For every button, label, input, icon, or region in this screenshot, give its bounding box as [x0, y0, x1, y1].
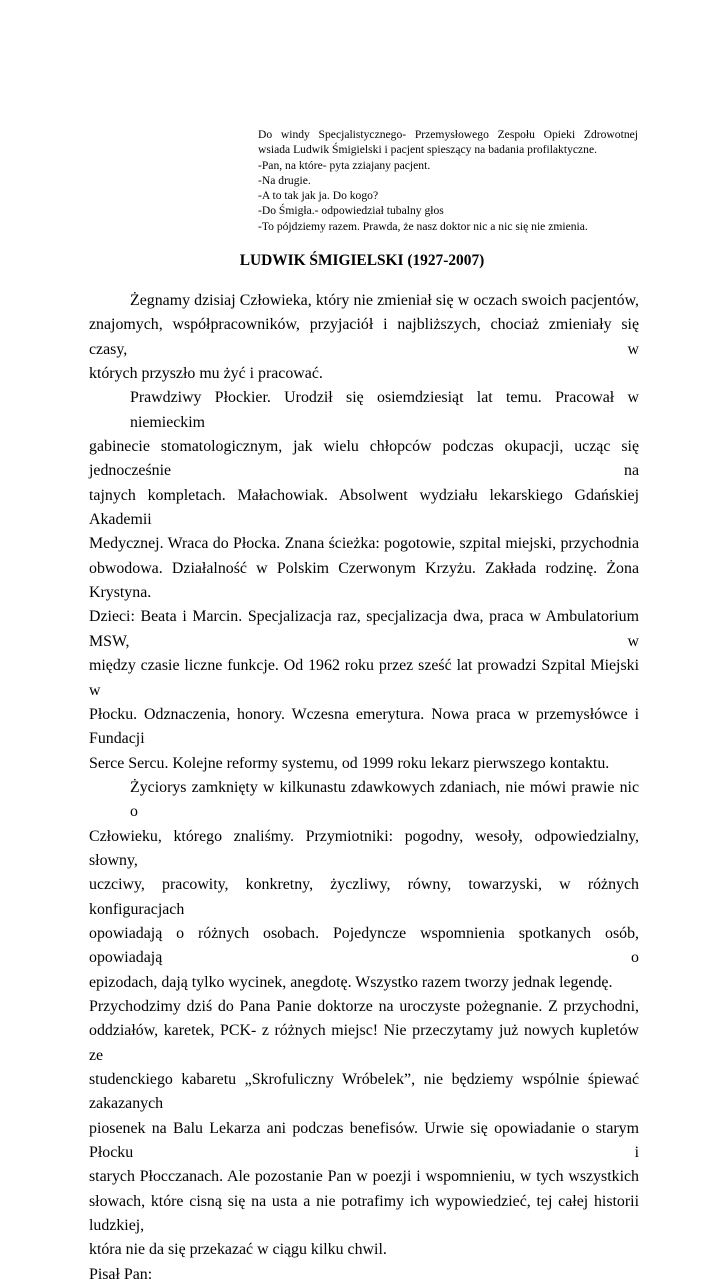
- body-line: starych Płocczanach. Ale pozostanie Pan w poezji i wspomnieniu, w tych wszystkich: [89, 1168, 639, 1186]
- epigraph-block: [258, 127, 638, 234]
- body-line: obwodowa. Działalność w Polskim Czerwonym Krzyżu. Zakłada rodzinę. Żona Krystyna.: [89, 559, 639, 602]
- body-line: Człowieku, którego znaliśmy. Przymiotniki: pogodny, wesoły, odpowiedzialny, słowny,: [89, 827, 639, 869]
- body-line: opowiadają o różnych osobach. Pojedyncze wspomnienia spotkanych osób, opowiadają o: [89, 924, 639, 967]
- body-text: [89, 289, 639, 1287]
- body-line: słowach, które cisną się na usta a nie potrafimy ich wypowiedzieć, tej całej historii ludzkiej,: [89, 1192, 639, 1235]
- body-line: Serce Sercu. Kolejne reformy systemu, od 1999 roku lekarz pierwszego kontaktu.: [89, 754, 610, 772]
- body-line: Prawdziwy Płockier. Urodził się osiemdziesiąt lat temu. Pracował w niemieckim: [130, 389, 639, 431]
- epigraph-line: -Pan, na które- pyta zziajany pacjent.: [258, 158, 431, 172]
- body-line: Medycznej. Wraca do Płocka. Znana ścieżka: pogotowie, szpital miejski, przychodnia: [89, 535, 639, 553]
- body-line: piosenek na Balu Lekarza ani podczas benefisów. Urwie się opowiadanie o starym Płocku i: [89, 1119, 639, 1162]
- body-line: Pisał Pan:: [89, 1265, 153, 1283]
- body-line: Przychodzimy dziś do Pana Panie doktorze na uroczyste pożegnanie. Z przychodni,: [89, 997, 639, 1015]
- body-line: tajnych kompletach. Małachowiak. Absolwent wydziału lekarskiego Gdańskiej Akademii: [89, 486, 639, 529]
- body-line: Dzieci: Beata i Marcin. Specjalizacja raz, specjalizacja dwa, praca w Ambulatorium MSW, w: [89, 608, 639, 650]
- epigraph-line: Do windy Specjalistycznego- Przemysłowego Zespołu Opieki Zdrowotnej: [258, 128, 638, 141]
- body-line: Żegnamy dzisiaj Człowieka, który nie zmieniał się w oczach swoich pacjentów,: [130, 292, 639, 309]
- epigraph-line: -Na drugie.: [258, 173, 311, 187]
- body-line: uczciwy, pracowity, konkretny, życzliwy, równy, towarzyski, w różnych konfiguracjach: [89, 876, 639, 918]
- body-line: których przyszło mu żyć i pracować.: [89, 365, 323, 383]
- epigraph-line: -A to tak jak ja. Do kogo?: [258, 189, 379, 203]
- body-line: gabinecie stomatologicznym, jak wielu chłopców podczas okupacji, ucząc się jednocześnie na: [89, 438, 639, 480]
- body-line: znajomych, współpracowników, przyjaciół i najbliższych, chociaż zmieniały się czasy, w: [89, 316, 639, 358]
- body-line: oddziałów, karetek, PCK- z różnych miejsc! Nie przeczytamy już nowych kupletów ze: [89, 1022, 639, 1064]
- body-line: Życiorys zamknięty w kilkunastu zdawkowych zdaniach, nie mówi prawie nic o: [130, 778, 639, 821]
- body-line: Płocku. Odznaczenia, honory. Wczesna emerytura. Nowa praca w przemysłówce i Fundacji: [89, 705, 639, 748]
- epigraph-line: wsiada Ludwik Śmigielski i pacjent spieszący na badania profilaktyczne.: [258, 143, 598, 157]
- body-line: między czasie liczne funkcje. Od 1962 roku przez sześć lat prowadzi Szpital Miejski w: [89, 657, 639, 699]
- epigraph-line: -To pójdziemy razem. Prawda, że nasz doktor nic a nic się nie zmienia.: [258, 219, 588, 233]
- epigraph-line: -Do Śmigła.- odpowiedział tubalny głos: [258, 204, 444, 218]
- page-title: LUDWIK ŚMIGIELSKI (1927-2007): [239, 252, 485, 269]
- body-line: studenckiego kabaretu „Skrofuliczny Wróbelek”, nie będziemy wspólnie śpiewać zakazanych: [89, 1071, 639, 1113]
- body-line: epizodach, dają tylko wycinek, anegdotę. Wszystko razem tworzy jednak legendę.: [89, 973, 613, 991]
- body-line: która nie da się przekazać w ciągu kilku chwil.: [89, 1241, 387, 1259]
